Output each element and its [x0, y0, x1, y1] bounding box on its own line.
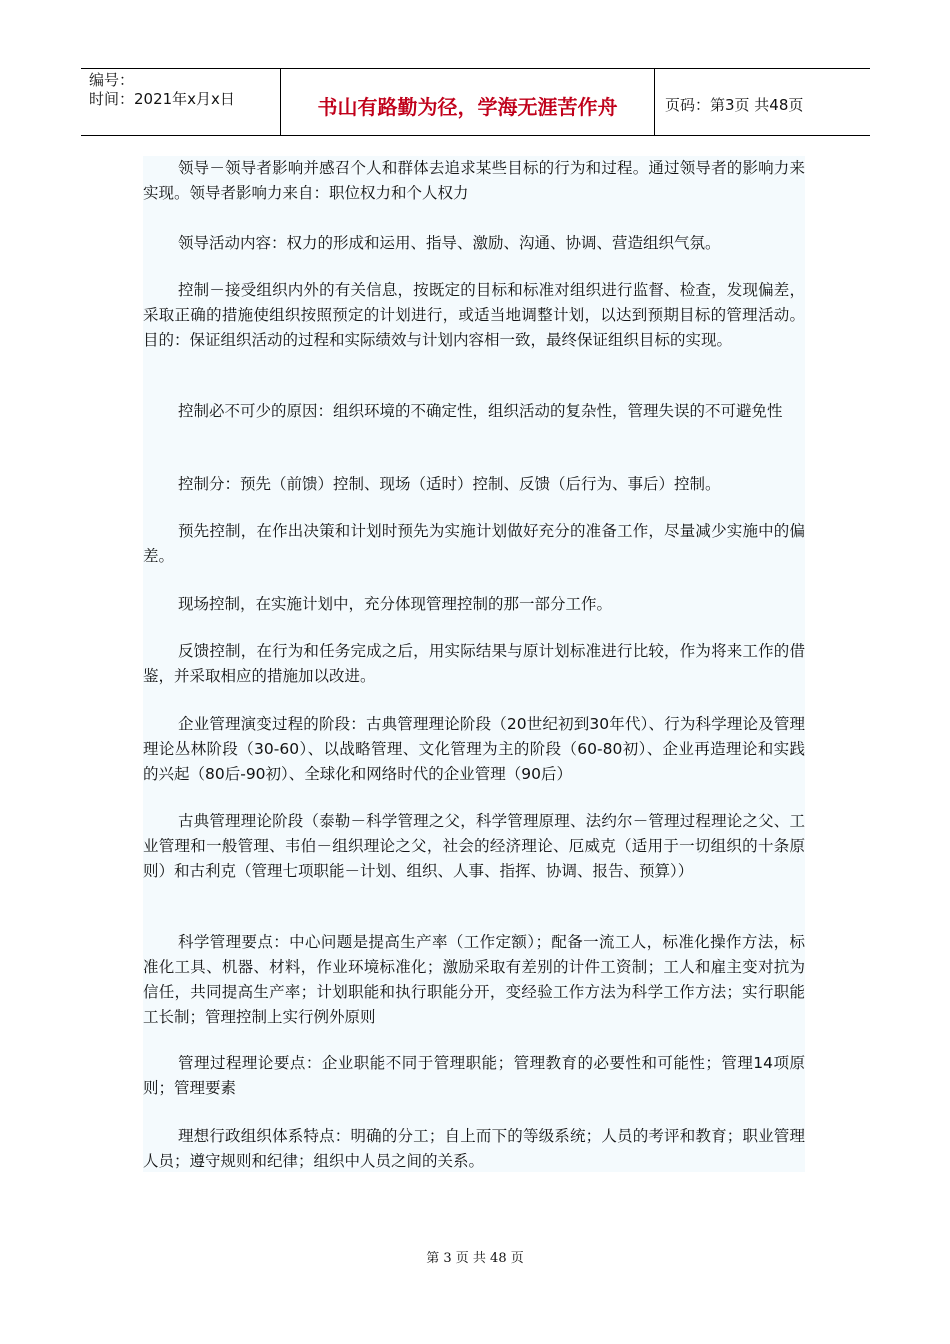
paragraph-concurrent-control: 现场控制，在实施计划中，充分体现管理控制的那一部分工作。: [178, 595, 613, 613]
paragraph-bureaucracy: 理想行政组织体系特点：明确的分工；自上而下的等级系统；人员的考评和教育；职业管理人员；遵守规则和纪律；组织中人员之间的关系。: [143, 1127, 805, 1170]
paragraph-preliminary-control: 预先控制，在作出决策和计划时预先为实施计划做好充分的准备工作，尽量减少实施中的偏差。: [143, 522, 805, 565]
paragraph-scientific-management: 科学管理要点：中心问题是提高生产率（工作定额）；配备一流工人，标准化操作方法，标准化工具、机器、材料，作业环境标准化；激励采取有差别的计件工资制；工人和雇主变对抗为信任，共同提高生产率；计划职能和执行职能分开，变经验工作方法为科学工作方法；实行职能工长制；管理控制上实行例外原则: [143, 933, 805, 1026]
document-number: 编号：: [89, 71, 135, 89]
paragraph-leadership: 领导－领导者影响并感召个人和群体去追求某些目标的行为和过程。通过领导者的影响力来实现。领导者影响力来自：职位权力和个人权力: [143, 159, 805, 202]
paragraph-leadership-content: 领导活动内容：权力的形成和运用、指导、激励、沟通、协调、营造组织气氛。: [178, 234, 721, 252]
paragraph-management-evolution: 企业管理演变过程的阶段：古典管理理论阶段（20世纪初到30年代）、行为科学理论及管理理论丛林阶段（30-60）、以战略管理、文化管理为主的阶段（60-80初）、企业再造理论和实践的兴起（80后-90初）、全球化和网络时代的企业管理（90后）: [143, 715, 805, 783]
paragraph-classical-theory: 古典管理理论阶段（泰勒－科学管理之父，科学管理原理、法约尔－管理过程理论之父、工业管理和一般管理、韦伯－组织理论之父，社会的经济理论、厄威克（适用于一切组织的十条原则）和古利克（管理七项职能－计划、组织、人事、指挥、协调、报告、预算））: [143, 812, 805, 880]
header-meta: [81, 69, 281, 135]
paragraph-control: 控制－接受组织内外的有关信息，按既定的目标和标准对组织进行监督、检查，发现偏差，采取正确的措施使组织按照预定的计划进行，或适当地调整计划，以达到预期目标的管理活动。目的：保证组织活动的过程和实际绩效与计划内容相一致，最终保证组织目标的实现。: [143, 281, 805, 349]
header-page-info: 页码：第3页 共48页: [665, 95, 804, 114]
paragraph-control-reasons: 控制必不可少的原因：组织环境的不确定性，组织活动的复杂性，管理失误的不可避免性: [178, 402, 783, 420]
paragraph-control-types: 控制分：预先（前馈）控制、现场（适时）控制、反馈（后行为、事后）控制。: [178, 475, 721, 493]
document-date: 时间：2021年x月x日: [89, 90, 235, 108]
page-footer: 第 3 页 共 48 页: [426, 1251, 524, 1266]
header-motto: 书山有路勤为径，学海无涯苦作舟: [281, 69, 655, 135]
paragraph-process-theory: 管理过程理论要点：企业职能不同于管理职能；管理教育的必要性和可能性；管理14项原则；管理要素: [143, 1054, 805, 1097]
paragraph-feedback-control: 反馈控制，在行为和任务完成之后，用实际结果与原计划标准进行比较，作为将来工作的借鉴，并采取相应的措施加以改进。: [143, 642, 805, 685]
page-header: [81, 68, 870, 136]
document-body: [143, 156, 805, 1172]
